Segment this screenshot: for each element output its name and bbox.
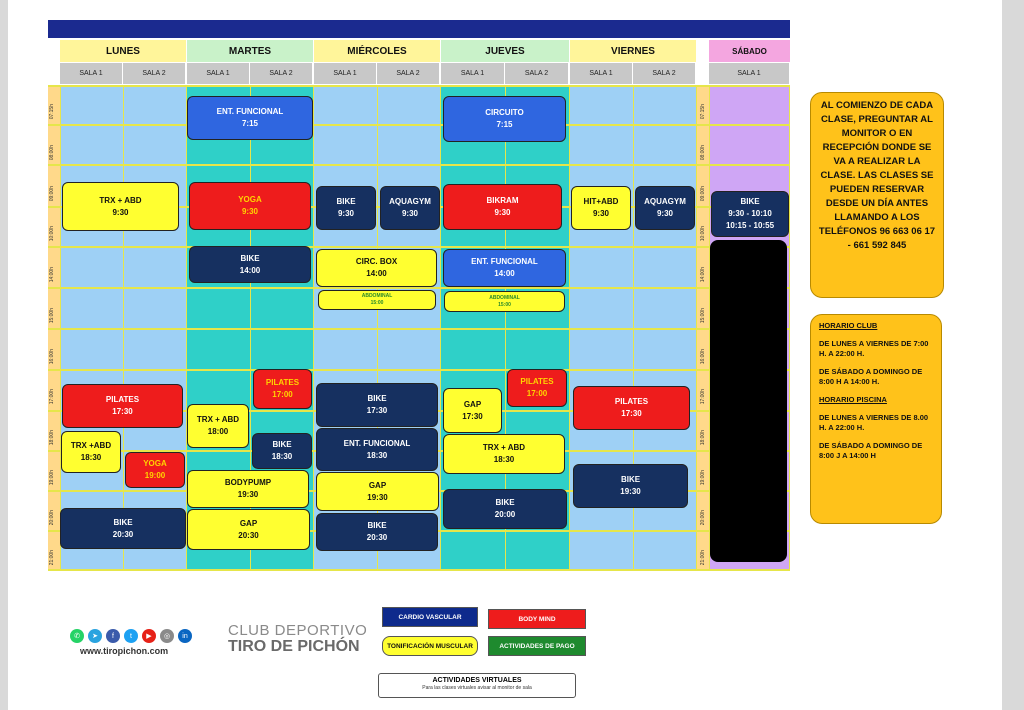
class-time: 7:15 (496, 120, 513, 129)
class-name: PILATES (614, 397, 649, 406)
day-header-viernes: VIERNES (570, 40, 696, 62)
time-label: 09:00h (700, 186, 706, 202)
telegram-icon[interactable]: ➤ (88, 629, 102, 643)
class-block-pilates[interactable] (253, 369, 312, 409)
class-name: BIKE (336, 197, 356, 206)
class-time: 18:30 (271, 452, 293, 461)
class-time: 18:30 (80, 453, 102, 462)
class-name: BIKE (495, 498, 515, 507)
horario-piscina-title: HORARIO PISCINA (819, 395, 887, 404)
class-name: ENT. FUNCIONAL (471, 257, 538, 266)
time-label: 14:00h (700, 267, 706, 283)
class-time: 19:00 (144, 471, 166, 480)
grid-vline (123, 85, 124, 571)
class-block-bikram[interactable] (443, 184, 562, 230)
class-name: AQUAGYM (389, 197, 431, 206)
club-weekend: DE SÁBADO A DOMINGO DE 8:00 H A 14:00 H. (819, 367, 923, 386)
class-time: 9:30 (656, 209, 673, 218)
class-time: 18:30 (493, 455, 515, 464)
club-weekdays: DE LUNES A VIERNES DE 7:00 H. A 22:00 H. (819, 339, 929, 358)
time-label: 07:15h (700, 104, 706, 120)
sala-header: SALA 1 (314, 63, 377, 84)
class-time: 20:30 (238, 530, 259, 540)
class-name: ENT. FUNCIONAL (343, 438, 411, 448)
horario-club-title: HORARIO CLUB (819, 321, 878, 330)
class-time: 19:30 (237, 490, 259, 499)
club-name-line1: CLUB DEPORTIVO (228, 622, 368, 639)
class-block-bodypump[interactable] (187, 470, 309, 508)
class-time: 9:30 (494, 208, 511, 217)
class-block-bike[interactable] (60, 508, 186, 549)
class-name: CIRC. BOX (355, 257, 398, 266)
class-name: YOGA (143, 459, 167, 468)
info-note: AL COMIENZO DE CADA CLASE, PREGUNTAR AL MONITOR O EN RECEPCIÓN DONDE SE VA A REALIZAR LA CLASE. LAS CLASES SE PUEDEN RESERVAR DESDE UN DÍA ANTES LLAMANDO A LOS TELÉFONOS 96 663 06 17 - 661 592 845 (810, 92, 944, 298)
class-time: 7:15 (241, 119, 258, 128)
class-block-ent-funcional[interactable] (443, 249, 566, 287)
day-header-sabado: SÁBADO (709, 40, 790, 62)
class-time: 20:00 (494, 510, 516, 519)
class-time: 19:30 (367, 492, 388, 502)
day-header-miercoles: MIÉRCOLES (314, 40, 440, 62)
class-time: 19:30 (620, 487, 641, 496)
class-name: PILATES (265, 378, 300, 387)
time-label: 19:00h (49, 470, 55, 486)
class-name: AQUAGYM (644, 197, 686, 206)
time-label: 09:00h (49, 186, 55, 202)
grid-vline (440, 85, 441, 571)
class-name: BIKE (740, 197, 760, 206)
day-header-jueves: JUEVES (441, 40, 569, 62)
frame-left (0, 0, 8, 710)
grid-line (48, 328, 790, 330)
website-link[interactable]: www.tiropichon.com (80, 646, 169, 656)
time-label: 16:00h (49, 349, 55, 365)
class-time: 9:30 (401, 209, 418, 218)
linkedin-icon[interactable]: in (178, 629, 192, 643)
class-block-abdominal[interactable] (318, 290, 436, 310)
sala-header: SALA 2 (505, 63, 569, 84)
class-name: ABDOMINAL (489, 294, 520, 301)
legend-cardio: CARDIO VASCULAR (382, 607, 478, 627)
class-time: 14:00 (494, 269, 515, 278)
class-time: 9:30 (241, 207, 258, 216)
sala-header: SALA 1 (187, 63, 250, 84)
class-block-trx-abd[interactable] (187, 404, 249, 448)
sala-header: SALA 2 (250, 63, 313, 84)
time-label: 21:00h (49, 550, 55, 566)
class-block-bike[interactable] (252, 433, 312, 469)
sala-header: SALA 1 (709, 63, 790, 84)
time-label: 16:00h (700, 349, 706, 365)
class-time: 14:00 (366, 269, 387, 278)
class-time: 9:30 (112, 207, 129, 217)
class-name: ABDOMINAL (361, 293, 393, 299)
grid-vline (313, 85, 314, 571)
legend-virtual-sub: Para las clases virtuales avisar al monitor de sala (422, 685, 532, 691)
class-block-ent-funcional[interactable] (316, 428, 438, 471)
grid-line (48, 369, 790, 371)
class-name: BIKRAM (486, 196, 519, 205)
class-block-pilates[interactable] (507, 369, 567, 407)
class-time: 15:00 (498, 301, 511, 308)
class-name: TRX +ABD (70, 441, 112, 450)
class-time: 17:00 (272, 390, 293, 399)
class-time: 17:00 (526, 389, 548, 398)
class-name: TRX + ABD (99, 195, 142, 205)
class-block-circuito[interactable] (443, 96, 566, 142)
legend-tonificacion: TONIFICACIÓN MUSCULAR (382, 636, 478, 656)
instagram-icon[interactable]: ◎ (160, 629, 174, 643)
class-block-bike[interactable] (189, 246, 311, 283)
frame-right (1002, 0, 1024, 710)
time-label: 18:00h (49, 430, 55, 446)
class-name: BIKE (367, 394, 387, 403)
class-block-trx-abd[interactable] (62, 182, 179, 231)
class-block-gap[interactable] (443, 388, 502, 433)
sala-header: SALA 1 (441, 63, 505, 84)
class-block-ent-funcional[interactable] (187, 96, 313, 140)
grid-line (48, 246, 790, 248)
class-block-bike[interactable] (316, 186, 376, 230)
class-name: GAP (463, 399, 482, 409)
class-name: GAP (368, 480, 387, 490)
class-name: BIKE (240, 253, 260, 263)
time-label: 21:00h (700, 550, 706, 566)
class-time: 17:30 (462, 411, 483, 421)
class-name: BIKE (113, 517, 133, 527)
time-label: 08:00h (49, 145, 55, 161)
time-label: 15:00h (49, 308, 55, 324)
class-name: BODYPUMP (224, 478, 272, 487)
grid-line (48, 85, 790, 87)
class-time: 17:30 (112, 407, 133, 416)
day-header-martes: MARTES (187, 40, 313, 62)
youtube-icon[interactable]: ▶ (142, 629, 156, 643)
class-time: 20:30 (366, 533, 388, 542)
class-name: GAP (239, 518, 258, 528)
class-block-bike[interactable] (573, 464, 688, 508)
class-name: CIRCUITO (485, 108, 524, 117)
time-label: 14:00h (49, 267, 55, 283)
closed-block (710, 240, 787, 562)
class-time: 18:30 (366, 450, 388, 460)
class-block-hit-abd[interactable] (571, 186, 631, 230)
class-time: 15:00 (370, 300, 384, 306)
class-block-gap[interactable] (187, 509, 310, 550)
class-name: ENT. FUNCIONAL (216, 107, 284, 116)
class-block-pilates[interactable] (62, 384, 183, 428)
class-name: PILATES (105, 395, 140, 404)
class-block-bike[interactable] (316, 383, 438, 427)
class-time: 17:30 (366, 406, 388, 415)
class-time: 9:30 (337, 209, 354, 218)
time-label: 10:00h (700, 226, 706, 242)
class-time: 9:30 - 10:10 (728, 209, 772, 218)
class-time: 18:00 (207, 427, 229, 436)
grid-vline (789, 85, 790, 571)
class-block-aquagym[interactable] (380, 186, 440, 230)
legend-virtual (378, 673, 576, 698)
class-block-yoga[interactable] (189, 182, 311, 230)
piscina-weekend: DE SÁBADO A DOMINGO DE 8:00 J A 14:00 H (819, 441, 923, 460)
sala-header: SALA 2 (377, 63, 440, 84)
class-block-pilates[interactable] (573, 386, 690, 430)
twitter-icon[interactable]: t (124, 629, 138, 643)
legend-pago: ACTIVIDADES DE PAGO (488, 636, 586, 656)
piscina-weekdays: DE LUNES A VIERNES DE 8.00 H. A 22:00 H. (819, 413, 929, 432)
class-time: 17:30 (621, 409, 642, 418)
class-block-yoga[interactable] (125, 452, 185, 488)
class-block-trx-abd[interactable] (61, 431, 121, 473)
grid-vline (60, 85, 61, 571)
grid-line (48, 569, 790, 571)
time-label: 18:00h (700, 430, 706, 446)
header-bar (48, 20, 790, 38)
time-label: 19:00h (700, 470, 706, 486)
class-name: YOGA (238, 195, 262, 204)
time-label: 07:15h (49, 104, 55, 120)
class-block-bike[interactable] (316, 513, 438, 551)
class-name: BIKE (367, 521, 387, 530)
time-label: 17:00h (49, 389, 55, 405)
schedule-note (810, 314, 942, 524)
sala-header: SALA 2 (633, 63, 696, 84)
class-block-bike[interactable] (443, 489, 567, 529)
class-block-gap[interactable] (316, 472, 439, 511)
grid-line (48, 164, 790, 166)
class-name: BIKE (272, 440, 292, 449)
class-block-trx-abd[interactable] (443, 434, 565, 474)
legend-body-mind: BODY MIND (488, 609, 586, 629)
time-label: 17:00h (700, 389, 706, 405)
time-label: 10:00h (49, 226, 55, 242)
day-header-lunes: LUNES (60, 40, 186, 62)
class-name: HIT+ABD (583, 197, 619, 206)
class-time: 10:15 - 10:55 (725, 221, 775, 230)
class-name: BIKE (620, 475, 641, 484)
class-block-circ-box[interactable] (316, 249, 437, 287)
class-name: TRX + ABD (482, 443, 526, 452)
class-name: TRX + ABD (196, 415, 240, 424)
grid-vline (569, 85, 570, 571)
sala-header: SALA 1 (60, 63, 123, 84)
sala-header: SALA 1 (570, 63, 633, 84)
facebook-icon[interactable]: f (106, 629, 120, 643)
class-time: 14:00 (239, 265, 261, 275)
time-label: 20:00h (49, 510, 55, 526)
class-block-abdominal[interactable] (444, 291, 565, 312)
class-block-bike[interactable] (711, 191, 789, 237)
class-name: PILATES (520, 377, 554, 386)
sala-header: SALA 2 (123, 63, 186, 84)
time-label: 20:00h (700, 510, 706, 526)
grid-line (48, 287, 790, 289)
class-time: 9:30 (592, 209, 609, 218)
time-label: 15:00h (700, 308, 706, 324)
legend-virtual-title: ACTIVIDADES VIRTUALES (432, 677, 522, 684)
class-time: 20:30 (112, 529, 134, 539)
class-block-aquagym[interactable] (635, 186, 695, 230)
club-name-line2: TIRO DE PICHÓN (228, 638, 360, 655)
time-label: 08:00h (700, 145, 706, 161)
grid-vline (696, 85, 697, 571)
grid-line (48, 124, 790, 126)
whatsapp-icon[interactable]: ✆ (70, 629, 84, 643)
